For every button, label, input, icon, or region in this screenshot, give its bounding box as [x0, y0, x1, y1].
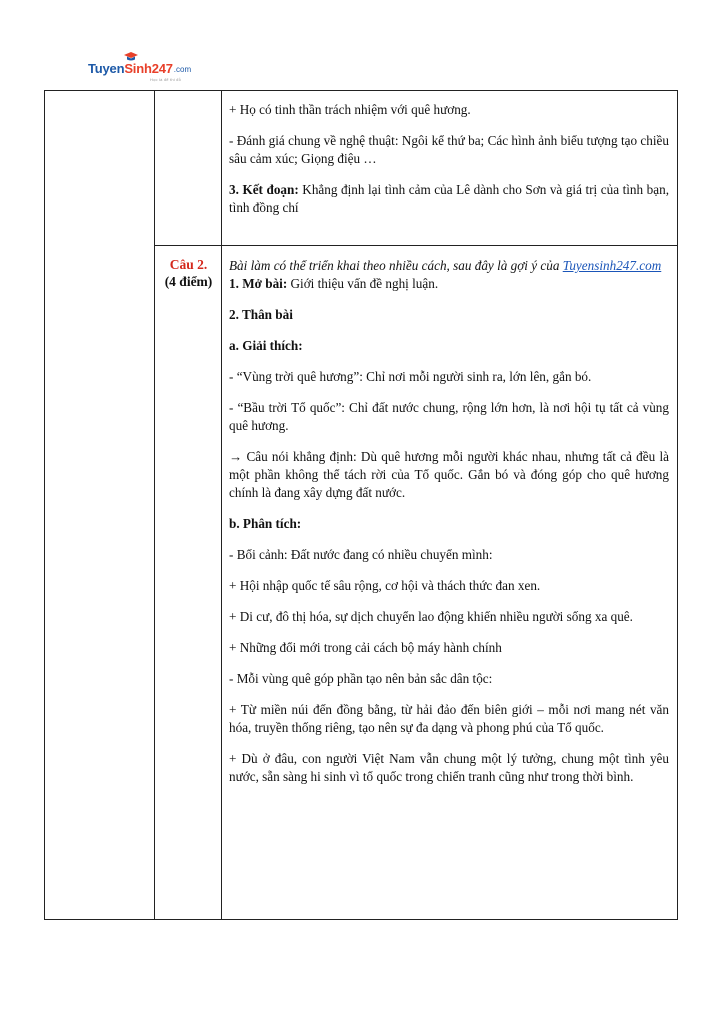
phantich-item: + Dù ở đâu, con người Việt Nam vẫn chung một lý tưởng, chung một tình yêu nước, sẵn sàng hi sinh vì tổ quốc trong chiến tranh cũng như trong thời bình.: [229, 751, 669, 784]
giaithich-item: - “Bầu trời Tổ quốc”: Chỉ đất nước chung, rộng lớn hơn, là nơi hội tụ tất cả vùng quê hương.: [229, 400, 669, 433]
giaithich-item: - “Vùng trời quê hương”: Chỉ nơi mỗi người sinh ra, lớn lên, gắn bó.: [229, 369, 592, 384]
giaithich-heading: a. Giải thích:: [229, 338, 303, 353]
row1-line: + Họ có tinh thần trách nhiệm với quê hương.: [229, 102, 471, 117]
question-label: [155, 256, 222, 290]
tuyensinh-link[interactable]: Tuyensinh247.com: [562, 258, 662, 273]
phantich-item: - Bối cảnh: Đất nước đang có nhiều chuyển mình:: [229, 547, 493, 562]
ketdoan-text: Khẳng định lại tình cảm của Lê dành cho Sơn và giá trị của tình bạn, tình đồng chí: [229, 182, 670, 215]
phantich-item: + Những đổi mới trong cải cách bộ máy hành chính: [229, 640, 502, 655]
ketdoan-label: 3. Kết đoạn:: [229, 182, 299, 197]
mobai-paragraph: [229, 275, 669, 293]
column-divider: [221, 91, 222, 919]
question-points: (4 điểm): [164, 274, 213, 289]
site-logo[interactable]: [88, 50, 192, 82]
intro-text: Bài làm có thể triển khai theo nhiều cách, sau đây là gợi ý của: [229, 258, 563, 273]
logo-text-tuyen: Tuyen: [88, 61, 125, 76]
phantich-heading: b. Phân tích:: [229, 516, 302, 531]
row1-content: [229, 101, 669, 217]
column-divider: [154, 91, 155, 919]
phantich-item: + Hội nhập quốc tế sâu rộng, cơ hội và thách thức đan xen.: [229, 578, 541, 593]
row-divider: [154, 245, 677, 246]
phantich-item: - Mỗi vùng quê góp phần tạo nên bản sắc dân tộc:: [229, 671, 493, 686]
row1-line: - Đánh giá chung về nghệ thuật: Ngôi kể thứ ba; Các hình ảnh biểu tượng tạo chiều sâu cảm xúc; Giọng điệu …: [229, 133, 669, 166]
giaithich-item: → Câu nói khẳng định: Dù quê hương mỗi người khác nhau, nhưng tất cả đều là một phần không thể tách rời của Tổ quốc. Gắn bó và đóng góp cho quê hương chính là đang xây dựng đất nước.: [229, 449, 669, 500]
logo-tagline: Học là để thi đỗ: [150, 77, 181, 82]
thanbai-heading: 2. Thân bài: [229, 307, 293, 322]
logo-text-sinh247: Sinh247: [124, 61, 173, 76]
question-number: Câu 2.: [169, 257, 208, 272]
row2-content: [229, 257, 669, 786]
answer-table: [44, 90, 678, 920]
phantich-item: + Di cư, đô thị hóa, sự dịch chuyển lao động khiến nhiều người sống xa quê.: [229, 609, 633, 624]
phantich-item: + Từ miền núi đến đồng bằng, từ hải đảo đến biên giới – mỗi nơi mang nét văn hóa, truyền thống riêng, tạo nên sự đa dạng và phong phú của Tổ quốc.: [229, 702, 669, 735]
ketdoan-paragraph: [229, 181, 669, 217]
mobai-label: 1. Mở bài:: [229, 276, 288, 291]
graduation-cap-icon: [124, 52, 138, 62]
logo-text-domain: .com: [173, 65, 192, 74]
mobai-text: Giới thiệu vấn đề nghị luận.: [287, 276, 439, 291]
intro-paragraph: [229, 257, 669, 275]
